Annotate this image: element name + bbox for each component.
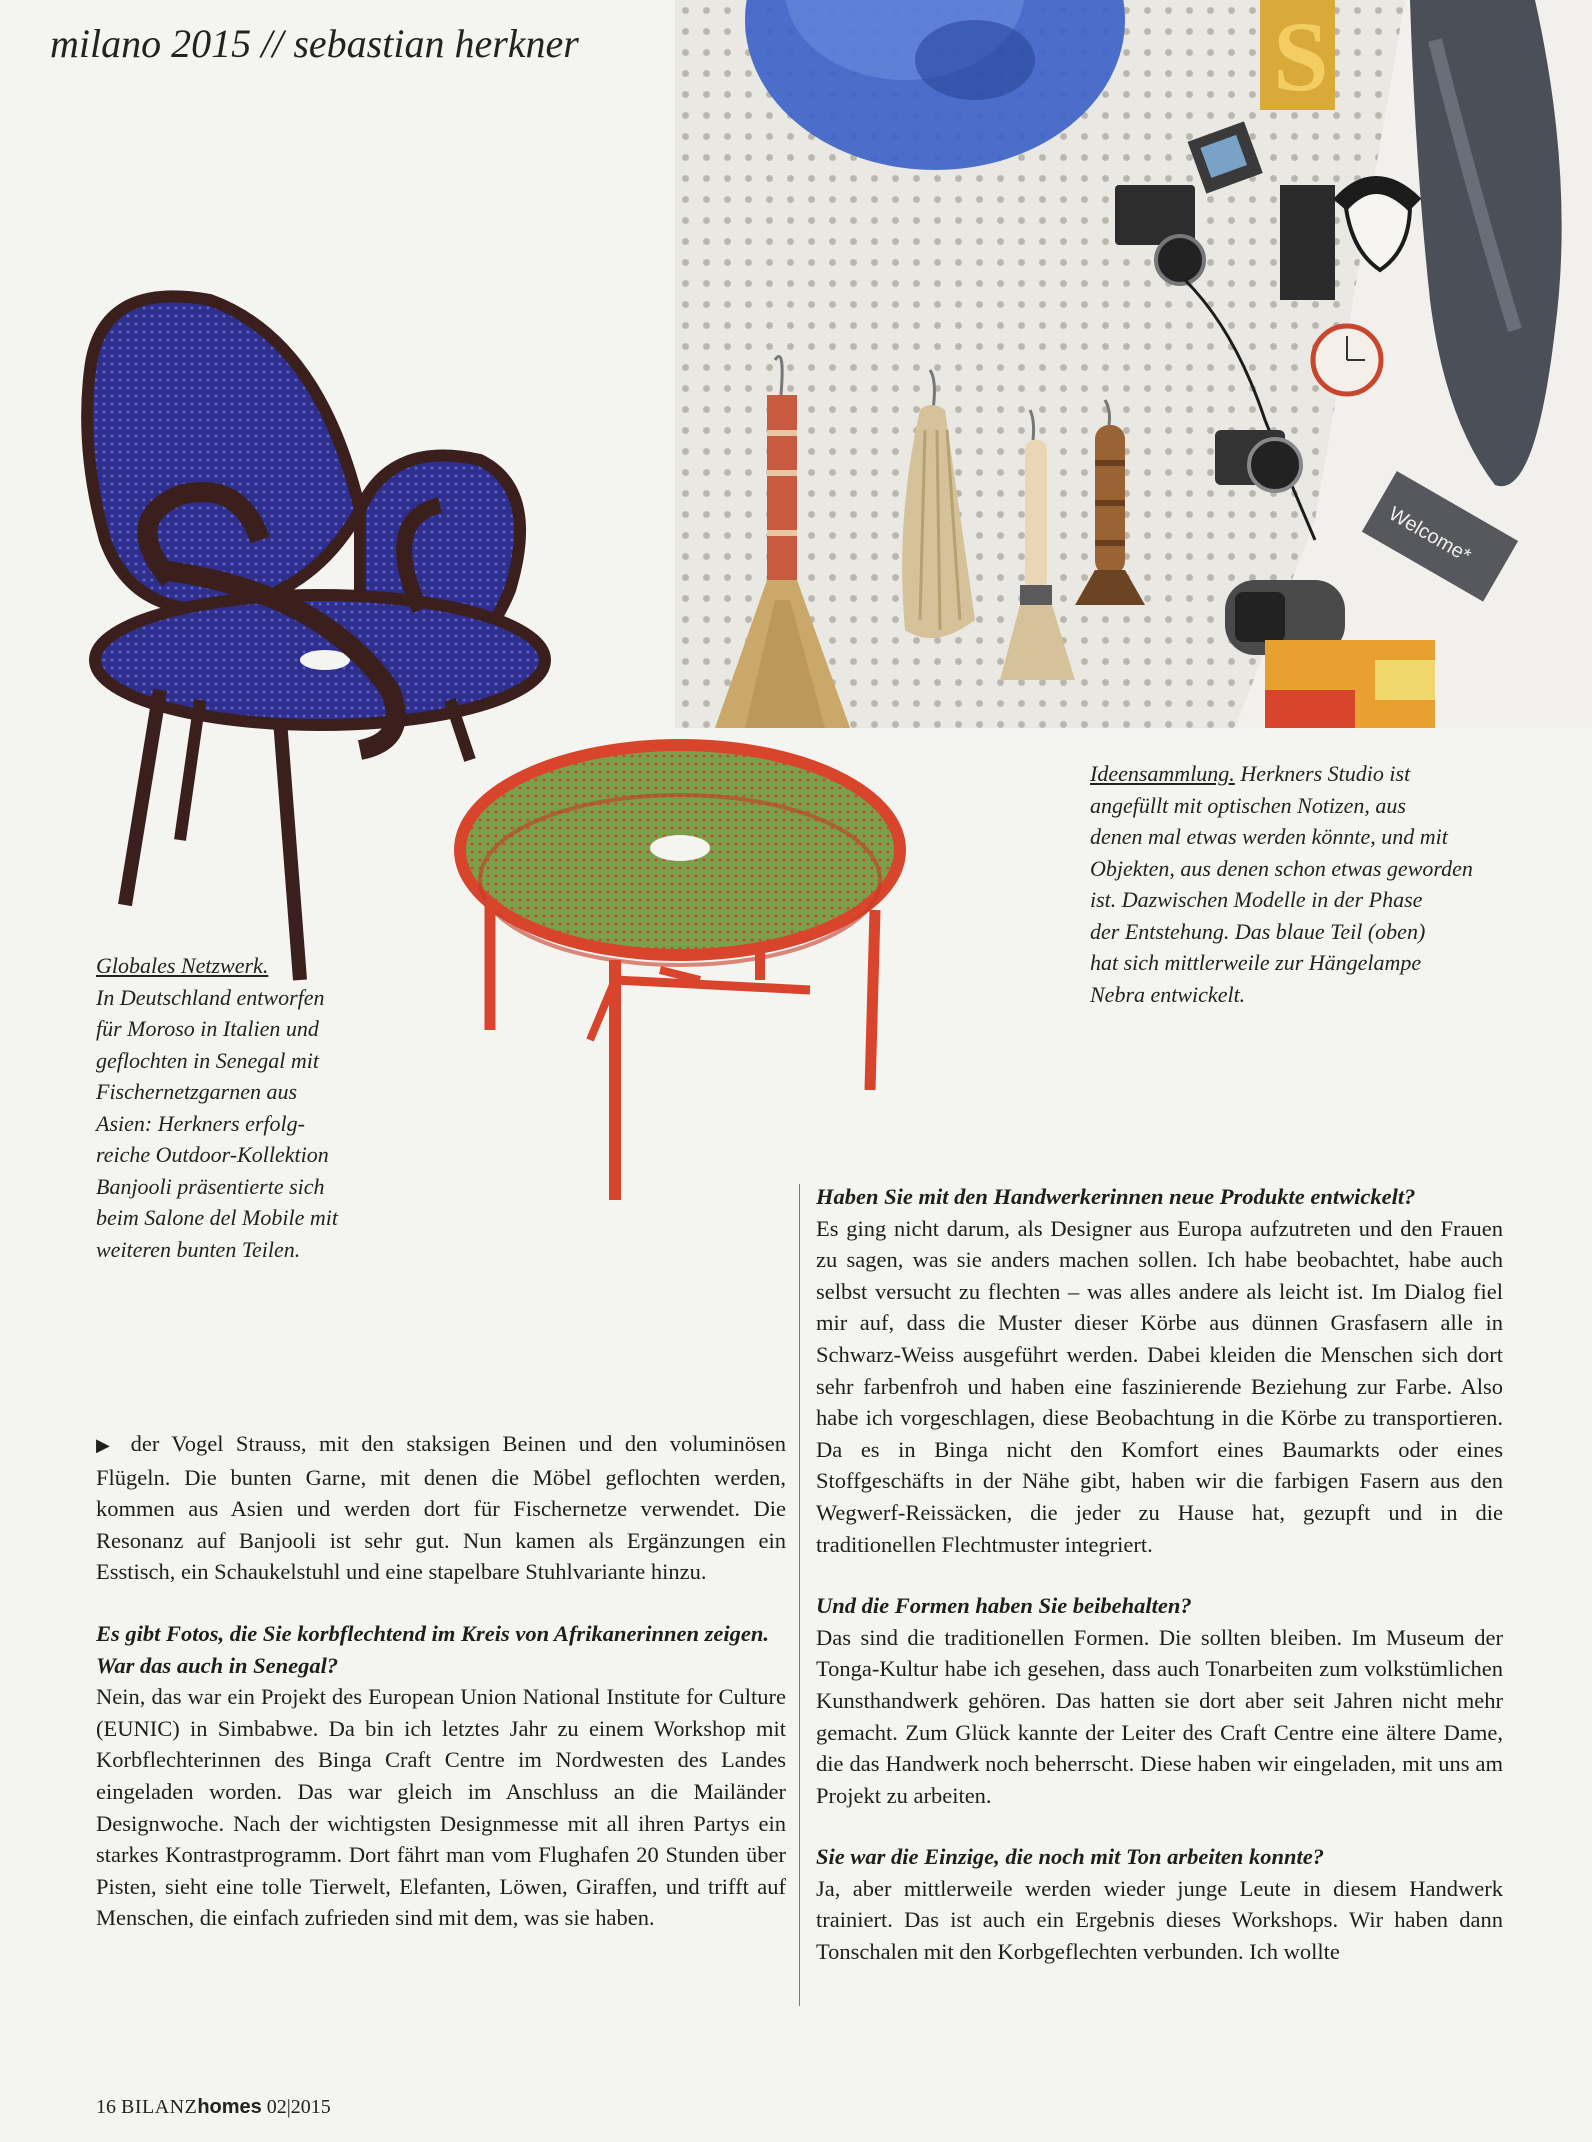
issue-number: 02|2015: [266, 2096, 331, 2118]
interview-answer: Nein, das war ein Projekt des European Union National Institute for Culture (EUNIC) in Simbabwe. Da bin ich letztes Jahr zu einem Workshop mit Korbflechterinnen des Binga Craft Centre im Nordwesten des Landes eingeladen worden. Das war gleich im Anschluss an die Mailänder Designwoche. Nach der wichtigsten Designmesse mit all ihren Partys ein starkes Kontrastprogramm. Dort fährt man vom Flughafen 20 Stunden über Pisten, sieht eine tolle Tierwelt, Elefanten, Löwen, Giraffen, und trifft auf Menschen, die einfach zufrieden sind mit dem, was sie haben.: [96, 1684, 786, 1931]
caption-line: der Entstehung. Das blaue Teil (oben): [1090, 918, 1426, 944]
caption-line: ist. Dazwischen Modelle in der Phase: [1090, 887, 1423, 912]
caption-title: Globales Netzwerk.: [96, 953, 269, 978]
interview-answer: Es ging nicht darum, als Designer aus Europa aufzutreten und den Frauen zu sagen, was sie anders machen sollen. Ich habe beobachtet, habe auch selbst versucht zu flechten – was alles andere als leicht ist. Im Dialog fiel mir auf, dass die Muster dieser Körbe aus dünnen Grasfasern alle in Schwarz-Weiss ausgeführt werden. Dabei kleiden die Menschen sich dort sehr farbenfroh und haben eine faszinierende Beziehung zur Farbe. Also habe ich vorgeschlagen, diese Beobachtung in die Körbe zu transportieren. Da es in Binga nicht den Komfort eines Baumarkts oder eines Stoffgeschäfts in der Nähe gibt, haben wir die farbigen Fasern aus den Wegwerf-Reissäcken, die jeder zu Hause hat, gezupft und in die traditionellen Flechtmuster integriert.: [816, 1215, 1503, 1557]
page-number: 16: [96, 2096, 116, 2118]
magazine-name: BILANZ: [121, 2096, 198, 2118]
caption-line: beim Salone del Mobile mit: [96, 1205, 338, 1230]
welcome-tag-text: Welcome*: [1384, 502, 1475, 568]
caption-line: angefüllt mit optischen Notizen, aus: [1090, 792, 1406, 818]
caption-line: Asien: Herkners erfolg-: [96, 1110, 305, 1136]
side-table-icon: [460, 745, 900, 1200]
interview-answer: Das sind die traditionellen Formen. Die sollten bleiben. Im Museum der Tonga-Kultur habe ich gesehen, dass auch Tonarbeiten zum volkstümlichen Kunsthandwerk gehören. Das hatten sie dort aber seit Jahren nicht mehr gemacht. Zum Glück kannte der Leiter des Craft Centre eine ältere Dame, die das Handwerk noch beherrscht. Diese haben wir eingeladen, mit uns am Projekt zu arbeiten.: [816, 1624, 1503, 1808]
caption-line: In Deutschland entworfen: [96, 984, 325, 1010]
camera-icon: [1115, 121, 1263, 284]
magazine-name-bold: homes: [197, 2096, 262, 2118]
caption-globales-netzwerk: [96, 950, 386, 1265]
caption-line: Banjooli präsentierte sich: [96, 1173, 325, 1199]
caption-line: Herkners Studio ist: [1240, 761, 1411, 786]
caption-line: reiche Outdoor-Kollektion: [96, 1142, 329, 1167]
interview-question: Sie war die Einzige, die noch mit Ton arbeiten konnte?: [816, 1844, 1324, 1870]
body-paragraph: ▶ der Vogel Strauss, mit den staksigen Beinen und den voluminösen Flügeln. Die bunten Garne, mit denen die Möbel geflochten werden, kommen aus Asien und werden dort für Fischernetze verwendet. Die Resonanz auf Banjooli ist sehr gut. Nun kamen als Ergänzungen ein Esstisch, ein Schaukelstuhl und eine stapelbare Stuhlvariante hinzu.: [96, 1431, 787, 1585]
interview-question: Haben Sie mit den Handwerkerinnen neue Produkte entwickelt?: [816, 1184, 1416, 1209]
caption-line: für Moroso in Italien und: [96, 1016, 319, 1041]
caption-line: weiteren bunten Teilen.: [96, 1236, 301, 1262]
interview-question: Es gibt Fotos, die Sie korbflechtend im Kreis von Afrikanerinnen zeigen. War das auch in Senegal?: [96, 1620, 769, 1678]
caption-title: Ideensammlung.: [1090, 761, 1235, 786]
broom-icon: [1000, 410, 1075, 680]
caption-line: Objekten, aus denen schon etwas geworden: [1090, 855, 1473, 881]
continued-marker-icon: ▶: [96, 1435, 117, 1455]
article-column-right: [816, 1181, 1503, 1968]
page-folio: [96, 2096, 331, 2119]
caption-line: Nebra entwickelt.: [1090, 981, 1246, 1007]
section-kicker: milano 2015 // sebastian herkner: [50, 21, 579, 66]
caption-line: denen mal etwas werden könnte, und mit: [1090, 824, 1448, 849]
article-column-left: [96, 1428, 786, 1934]
column-divider: [799, 1184, 800, 2006]
caption-line: Fischernetzgarnen aus: [96, 1079, 298, 1104]
broom-icon: [1075, 400, 1145, 605]
caption-line: hat sich mittlerweile zur Hängelampe: [1090, 950, 1422, 975]
svg-text:S: S: [1273, 1, 1329, 112]
caption-line: geflochten in Senegal mit: [96, 1047, 319, 1073]
interview-question: Und die Formen haben Sie beibehalten?: [816, 1593, 1192, 1619]
caption-ideensammlung: [1090, 758, 1510, 1010]
interview-answer: Ja, aber mittlerweile werden wieder junge Leute in diesem Handwerk trainiert. Das ist auch ein Ergebnis dieses Workshops. Wir haben dann Tonschalen mit den Korbgeflechten verbunden. Ich wollte: [816, 1875, 1503, 1965]
pendant-lamp-icon: [745, 0, 1125, 170]
